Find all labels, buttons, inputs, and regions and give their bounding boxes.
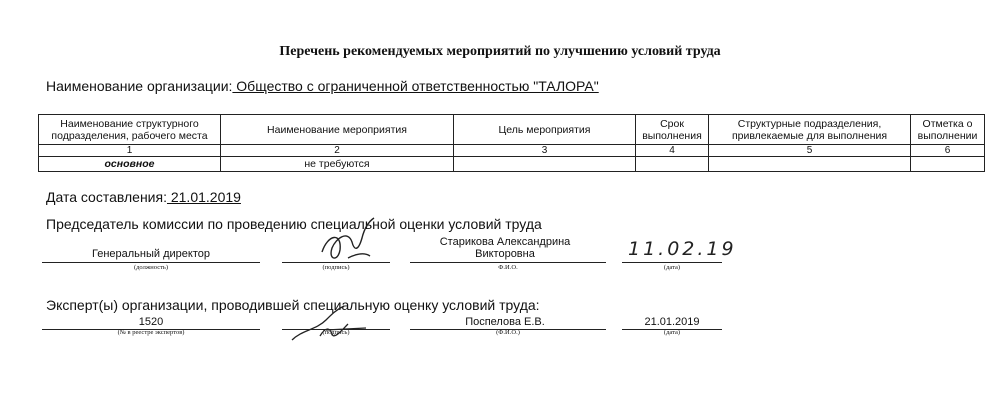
- header-cell: Структурные подразделения, привлекаемые для выполнения: [709, 115, 911, 145]
- column-number: 3: [454, 145, 636, 157]
- chairman-signature: [318, 212, 388, 272]
- document-title: Перечень рекомендуемых мероприятий по улучшению условий труда: [279, 44, 721, 59]
- registry-caption: (№ в реестре экспертов): [117, 329, 185, 336]
- organization-name: Общество с ограниченной ответственностью "ТАЛОРА": [232, 78, 599, 94]
- header-cell: Наименование мероприятия: [221, 115, 454, 145]
- column-number: 6: [911, 145, 985, 157]
- position-line: [42, 262, 260, 263]
- header-cell: Срок выполнения: [636, 115, 709, 145]
- expert-signature-caption: (подпись): [322, 329, 350, 336]
- table-cell: [911, 157, 985, 172]
- compilation-date-value: 21.01.2019: [166, 189, 241, 205]
- header-cell: Отметка о выполнении: [911, 115, 985, 145]
- column-number: 1: [39, 145, 221, 157]
- name-caption: Ф.И.О.: [498, 264, 518, 271]
- chairman-date: 11.02.19: [628, 238, 737, 260]
- column-number: 2: [221, 145, 454, 157]
- date-line: [622, 262, 722, 263]
- expert-date-caption: (дата): [663, 329, 681, 336]
- chairman-name: Старикова Александрина Викторовна: [439, 236, 571, 260]
- expert-registry-number: 1520: [138, 316, 164, 328]
- table-cell: [636, 157, 709, 172]
- expert-name-caption: (Ф.И.О.): [496, 329, 520, 336]
- column-number: 5: [709, 145, 911, 157]
- commission-heading: Председатель комиссии по проведению специальной оценки условий труда: [46, 216, 542, 232]
- table-cell: основное: [39, 157, 221, 172]
- name-line: [410, 262, 606, 263]
- table-cell: [709, 157, 911, 172]
- expert-name: Поспелова Е.В.: [465, 316, 545, 328]
- table-header-row: [39, 115, 985, 145]
- compilation-date-line: [46, 189, 241, 205]
- table-cell: не требуются: [221, 157, 454, 172]
- header-cell: Цель мероприятия: [454, 115, 636, 145]
- table-cell: [454, 157, 636, 172]
- header-cell: Наименование структурного подразделения, рабочего места: [39, 115, 221, 145]
- table-row: [39, 157, 985, 172]
- position-caption: (должность): [133, 264, 169, 271]
- organization-line: [46, 78, 599, 94]
- expert-date: 21.01.2019: [644, 316, 700, 328]
- measures-table: [38, 114, 985, 172]
- expert-signature: [286, 300, 376, 348]
- experts-heading: Эксперт(ы) организации, проводившей специальную оценку условий труда:: [46, 297, 540, 313]
- date-caption: (дата): [663, 264, 681, 271]
- signature-caption: (подпись): [322, 264, 350, 271]
- table-number-row: [39, 145, 985, 157]
- organization-label: Наименование организации:: [46, 78, 233, 94]
- compilation-date-label: Дата составления:: [46, 189, 167, 205]
- chairman-position: Генеральный директор: [92, 248, 210, 260]
- column-number: 4: [636, 145, 709, 157]
